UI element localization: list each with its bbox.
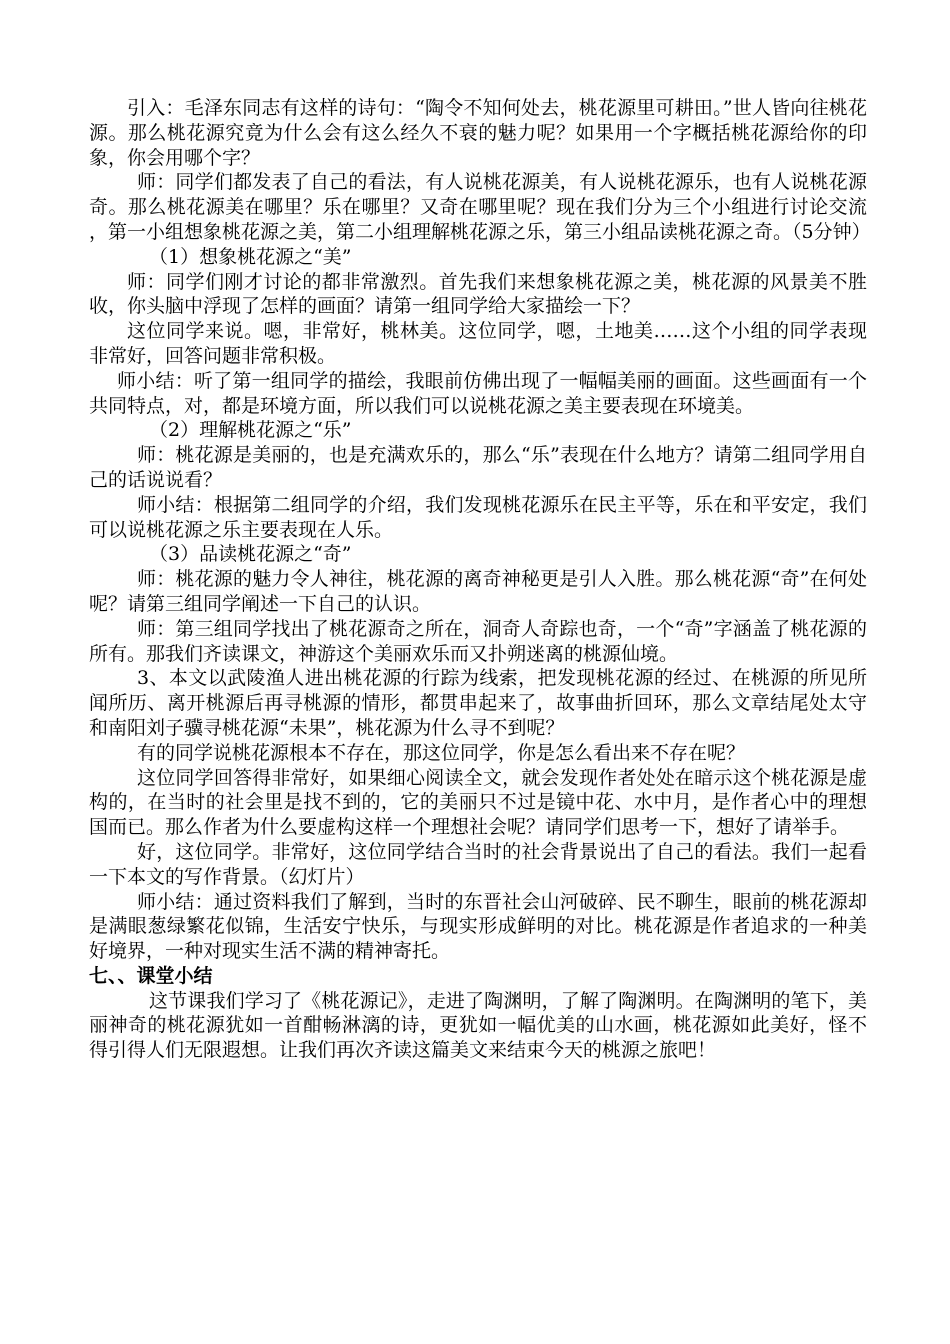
document-page <box>89 96 871 1063</box>
subheading-beauty: （1）想象桃花源之“美” <box>149 245 352 268</box>
beauty-answer-paragraph: 这位同学来说。嗯，非常好，桃林美。这位同学，嗯，土地美……这个小组的同学表现非常好，回答问题非常积极。 <box>89 320 867 367</box>
background-paragraph: 好，这位同学。非常好，这位同学结合当时的社会背景说出了自己的看法。我们一起看一下本文的写作背景。（幻灯片） <box>89 840 867 888</box>
fiction-explanation-paragraph: 这位同学回答得非常好，如果细心阅读全文，就会发现作者处处在暗示这个桃花源是虚构的，在当时的社会里是找不到的，它的美丽只不过是镜中花、水中月，是作者心中的理想国而已。那么作者为什么要虚构这样一个理想社会呢？请同学们思考一下，想好了请举手。 <box>89 766 867 839</box>
wonder-question-paragraph: 师：桃花源的魅力令人神往，桃花源的离奇神秘更是引人入胜。那么桃花源“奇”在何处呢？请第三组同学阐述一下自己的认识。 <box>89 568 867 615</box>
clue-question-paragraph: 3、本文以武陵渔人进出桃花源的行踪为线索，把发现桃花源的经过、在桃源的所见所闻所历、离开桃源后再寻桃源的情形，都贯串起来了，故事曲折回环，那么文章结尾处太守和南阳刘子骥寻桃花源“未果”，桃花源为什么寻不到呢？ <box>89 667 867 739</box>
beauty-summary-paragraph: 师小结：听了第一组同学的描绘，我眼前仿佛出现了一幅幅美丽的画面。这些画面有一个共同特点，对，都是环境方面，所以我们可以说桃花源之美主要表现在环境美。 <box>89 369 867 417</box>
subheading-joy: （2）理解桃花源之“乐” <box>149 419 352 442</box>
beauty-question-paragraph: 师：同学们刚才讨论的都非常激烈。首先我们来想象桃花源之美，桃花源的风景美不胜收，你头脑中浮现了怎样的画面？请第一组同学给大家描绘一下？ <box>89 270 867 318</box>
class-summary-paragraph: 这节课我们学习了《桃花源记》，走进了陶渊明，了解了陶渊明。在陶渊明的笔下，美丽神奇的桃花源犹如一首酣畅淋漓的诗，更犹如一幅优美的山水画，桃花源如此美好，怪不得引得人们无限遐想。让我们再次齐读这篇美文来结束今天的桃源之旅吧！ <box>89 989 867 1062</box>
contrast-summary-paragraph: 师小结：通过资料我们了解到，当时的东晋社会山河破碎、民不聊生，眼前的桃花源却是满眼葱绿繁花似锦，生活安宁快乐，与现实形成鲜明的对比。桃花源是作者追求的一种美好境界，一种对现实生活不满的精神寄托。 <box>89 890 867 963</box>
joy-question-paragraph: 师：桃花源是美丽的，也是充满欢乐的，那么“乐”表现在什么地方？请第二组同学用自己的话说说看？ <box>89 444 867 491</box>
wonder-summary-paragraph: 师：第三组同学找出了桃花源奇之所在，洞奇人奇踪也奇，一个“奇”字涵盖了桃花源的所有。那我们齐读课文，神游这个美丽欢乐而又扑朔迷离的桃源仙境。 <box>89 617 867 665</box>
student-answer-paragraph: 有的同学说桃花源根本不存在，那这位同学，你是怎么看出来不存在呢？ <box>137 741 746 764</box>
subheading-wonder: （3）品读桃花源之“奇” <box>149 543 352 566</box>
joy-summary-paragraph: 师小结：根据第二组同学的介绍，我们发现桃花源乐在民主平等，乐在和平安定，我们可以说桃花源之乐主要表现在人乐。 <box>89 493 867 541</box>
class-summary-heading: 七、、课堂小结 <box>89 964 213 987</box>
discussion-setup-paragraph: 师：同学们都发表了自己的看法，有人说桃花源美，有人说桃花源乐，也有人说桃花源奇。那么桃花源美在哪里？乐在哪里？又奇在哪里呢？现在我们分为三个小组进行讨论交流，第一小组想象桃花源之美，第二小组理解桃花源之乐，第三小组品读桃花源之奇。（5分钟） <box>89 171 871 243</box>
intro-paragraph: 引入：毛泽东同志有这样的诗句：“陶令不知何处去，桃花源里可耕田。”世人皆向往桃花源。那么桃花源究竟为什么会有这么经久不衰的魅力呢？如果用一个字概括桃花源给你的印象，你会用哪个字？ <box>89 97 867 169</box>
